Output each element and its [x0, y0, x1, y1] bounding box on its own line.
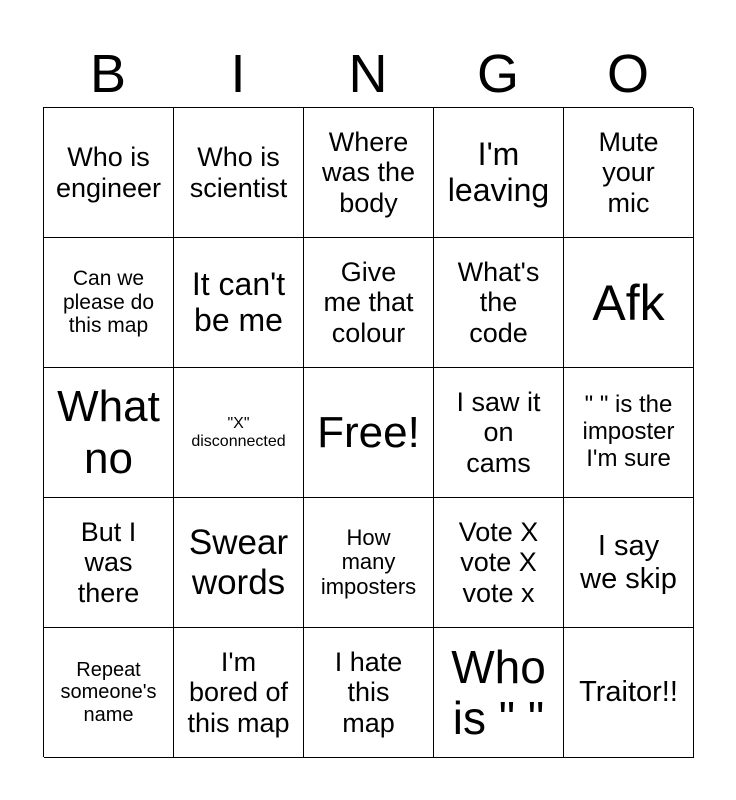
- bingo-cell[interactable]: Give me that colour: [304, 238, 434, 368]
- bingo-cell[interactable]: What no: [44, 368, 174, 498]
- bingo-cell[interactable]: Vote X vote X vote x: [434, 498, 564, 628]
- bingo-cell[interactable]: Afk: [564, 238, 694, 368]
- bingo-cell[interactable]: I'm leaving: [434, 108, 564, 238]
- bingo-cell[interactable]: But I was there: [44, 498, 174, 628]
- bingo-cell[interactable]: What's the code: [434, 238, 564, 368]
- bingo-header: [43, 40, 693, 108]
- bingo-cell[interactable]: Who is engineer: [44, 108, 174, 238]
- free-space-cell[interactable]: Free!: [304, 368, 434, 498]
- bingo-cell[interactable]: Swear words: [174, 498, 304, 628]
- bingo-cell[interactable]: I saw it on cams: [434, 368, 564, 498]
- bingo-cell[interactable]: Traitor!!: [564, 628, 694, 758]
- bingo-cell[interactable]: " " is the imposter I'm sure: [564, 368, 694, 498]
- bingo-cell[interactable]: Repeat someone's name: [44, 628, 174, 758]
- header-letter-i: I: [230, 44, 246, 104]
- bingo-cell[interactable]: I hate this map: [304, 628, 434, 758]
- header-letter-g: G: [476, 44, 519, 104]
- bingo-cell[interactable]: Can we please do this map: [44, 238, 174, 368]
- bingo-cell[interactable]: I'm bored of this map: [174, 628, 304, 758]
- bingo-cell[interactable]: Who is scientist: [174, 108, 304, 238]
- bingo-cell[interactable]: How many imposters: [304, 498, 434, 628]
- header-letter-n: N: [348, 44, 388, 104]
- header-letter-b: B: [89, 44, 127, 104]
- bingo-cell[interactable]: Who is " ": [434, 628, 564, 758]
- bingo-cell[interactable]: It can't be me: [174, 238, 304, 368]
- bingo-cell[interactable]: Where was the body: [304, 108, 434, 238]
- bingo-cell[interactable]: "X" disconnected: [174, 368, 304, 498]
- bingo-grid: [43, 107, 693, 757]
- bingo-cell[interactable]: Mute your mic: [564, 108, 694, 238]
- header-letter-o: O: [606, 44, 649, 104]
- bingo-cell[interactable]: I say we skip: [564, 498, 694, 628]
